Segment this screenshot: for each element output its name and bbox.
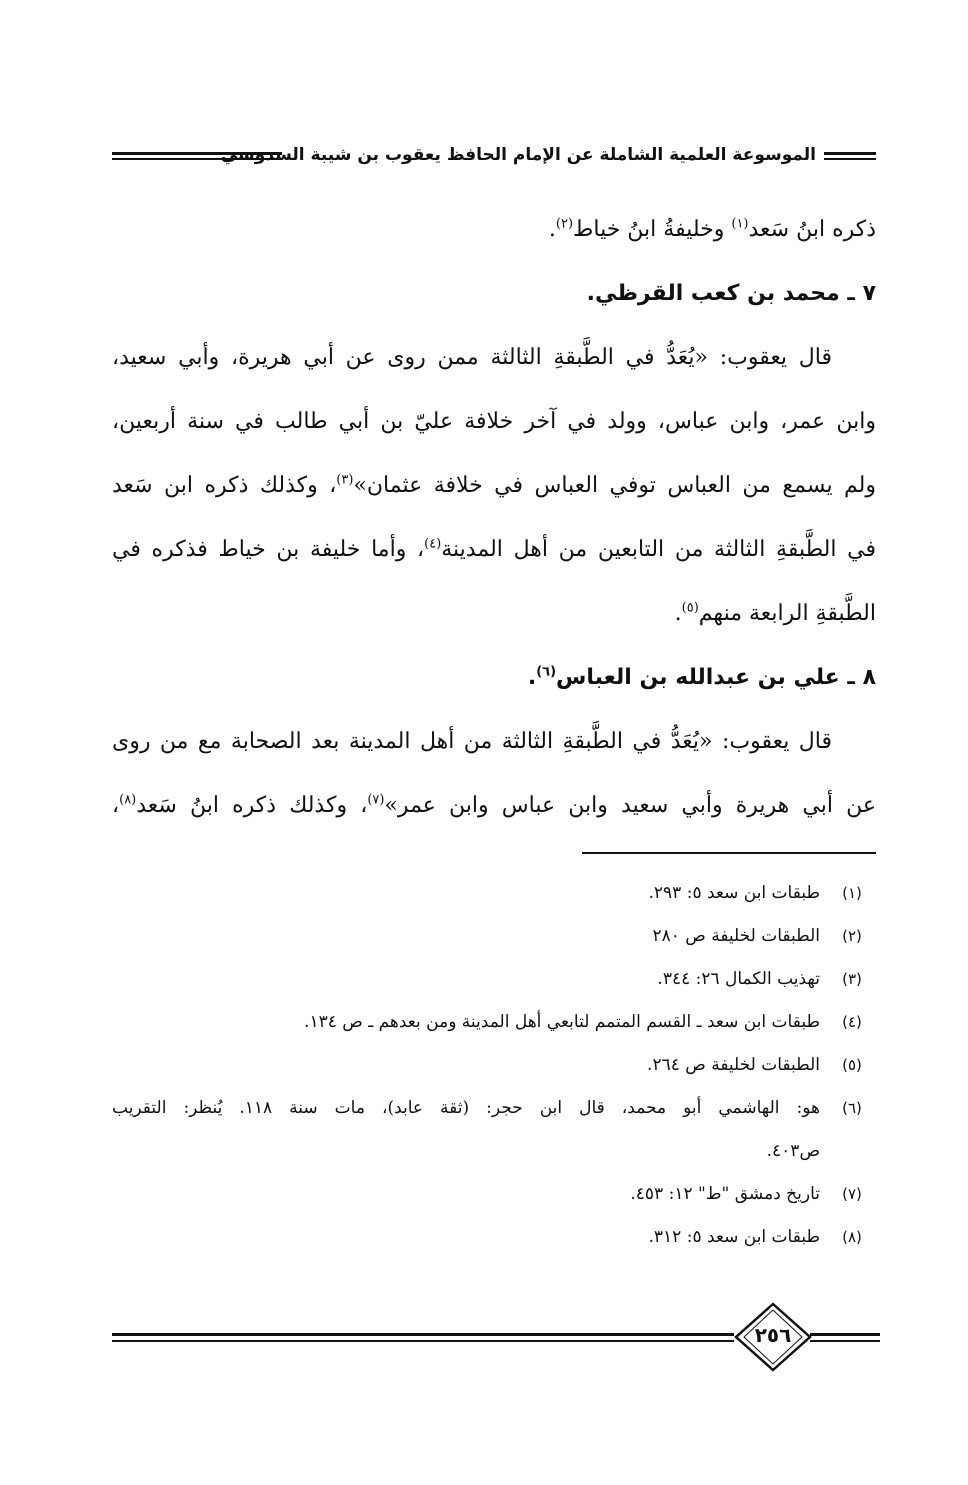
footnote-item bbox=[112, 1044, 876, 1087]
footnote-item bbox=[112, 1216, 876, 1259]
footnote-continuation: ص٤٠٣. bbox=[766, 1141, 820, 1161]
footnote-ref[interactable]: (٢) bbox=[555, 216, 574, 232]
running-header-title: الموسوعة العلمية الشاملة عن الإمام الحافظ يعقوب بن شيبة السدوسي bbox=[220, 145, 816, 165]
entry-heading: ٨ ـ علي بن عبدالله بن العباس$^{(٦)}$. bbox=[527, 664, 876, 690]
text-line: ولم يسمع من العباس توفي العباس في خلافة عثمان»$^{(٣)}$، وكذلك ذكره ابن سَعد bbox=[112, 472, 876, 498]
footnote-number: (٦) bbox=[842, 1099, 862, 1117]
footer-rule-right bbox=[810, 1333, 880, 1342]
footnote-number: (٢) bbox=[842, 927, 862, 945]
running-header bbox=[112, 138, 876, 174]
footnote-ref[interactable]: (٣) bbox=[336, 472, 354, 488]
footnote-item bbox=[112, 1087, 876, 1130]
footnote-ref[interactable]: (٥) bbox=[681, 600, 699, 616]
page-footer bbox=[112, 1302, 880, 1372]
footnote-number: (٣) bbox=[842, 970, 862, 988]
header-rule-right bbox=[824, 152, 876, 160]
footnote-number: (٤) bbox=[842, 1013, 862, 1031]
footer-rule-left bbox=[112, 1333, 734, 1342]
text-line: الطَّبقةِ الرابعة منهم$^{(٥)}$. bbox=[674, 600, 876, 626]
footnote-item bbox=[112, 1173, 876, 1216]
footnote-text: الطبقات لخليفة ص ٢٦٤. bbox=[647, 1055, 820, 1075]
footnote-number: (٨) bbox=[842, 1228, 862, 1246]
footnote-separator bbox=[582, 852, 876, 854]
footnote-item bbox=[112, 958, 876, 1001]
entry-heading: ٧ ـ محمد بن كعب القرظي. bbox=[586, 281, 876, 306]
footnote-ref[interactable]: (٨) bbox=[119, 792, 137, 808]
footnotes bbox=[112, 872, 876, 1259]
text-line: قال يعقوب: «يُعَدُّ في الطَّبقةِ الثالثة ممن روى عن أبي هريرة، وأبي سعيد، bbox=[112, 345, 832, 370]
footnote-text: طبقات ابن سعد ٥: ٣١٢. bbox=[648, 1227, 820, 1247]
footnote-ref[interactable]: (٤) bbox=[424, 536, 442, 552]
page-number: ٢٥٦ bbox=[754, 1323, 792, 1347]
text-line: وابن عمر، وابن عباس، وولد في آخر خلافة عليّ بن أبي طالب في سنة أربعين، bbox=[112, 409, 876, 434]
text-line: قال يعقوب: «يُعَدُّ في الطَّبقةِ الثالثة من أهل المدينة بعد الصحابة مع من روى bbox=[112, 729, 832, 754]
footnote-ref[interactable]: (٦) bbox=[536, 664, 557, 680]
footnote-text: تهذيب الكمال ٢٦: ٣٤٤. bbox=[657, 969, 820, 989]
footnote-item bbox=[112, 872, 876, 915]
footnote-number: (٥) bbox=[842, 1056, 862, 1074]
footnote-number: (٧) bbox=[842, 1185, 862, 1203]
footnote-number: (١) bbox=[842, 884, 862, 902]
footnote-item bbox=[112, 915, 876, 958]
footnote-ref[interactable]: (١) bbox=[731, 216, 749, 232]
text-line: عن أبي هريرة وأبي سعيد وابن عباس وابن عمر»$^{(٧)}$، وكذلك ذكره ابنُ سَعد$^{(٨)}$، bbox=[112, 792, 876, 818]
main-text bbox=[112, 198, 876, 838]
footnote-item bbox=[112, 1001, 876, 1044]
footnote-text: طبقات ابن سعد ـ القسم المتمم لتابعي أهل المدينة ومن بعدهم ـ ص ١٣٤. bbox=[304, 1012, 820, 1032]
footnote-ref[interactable]: (٧) bbox=[367, 792, 385, 808]
text-line: ذكره ابنُ سَعد$^{(١)}$ وخليفةُ ابنُ خياط$^{(٢)}$. bbox=[548, 216, 876, 242]
footnote-text: الطبقات لخليفة ص ٢٨٠ bbox=[652, 926, 820, 946]
footnote-text: تاريخ دمشق "ط" ١٢: ٤٥٣. bbox=[630, 1184, 820, 1204]
footnote-text: طبقات ابن سعد ٥: ٢٩٣. bbox=[648, 883, 820, 903]
text-line: في الطَّبقةِ الثالثة من التابعين من أهل المدينة$^{(٤)}$، وأما خليفة بن خياط فذكره في bbox=[112, 536, 876, 562]
footnote-text: هو: الهاشمي أبو محمد، قال ابن حجر: (ثقة عابد)، مات سنة ١١٨. يُنظر: التقريب bbox=[112, 1098, 820, 1118]
